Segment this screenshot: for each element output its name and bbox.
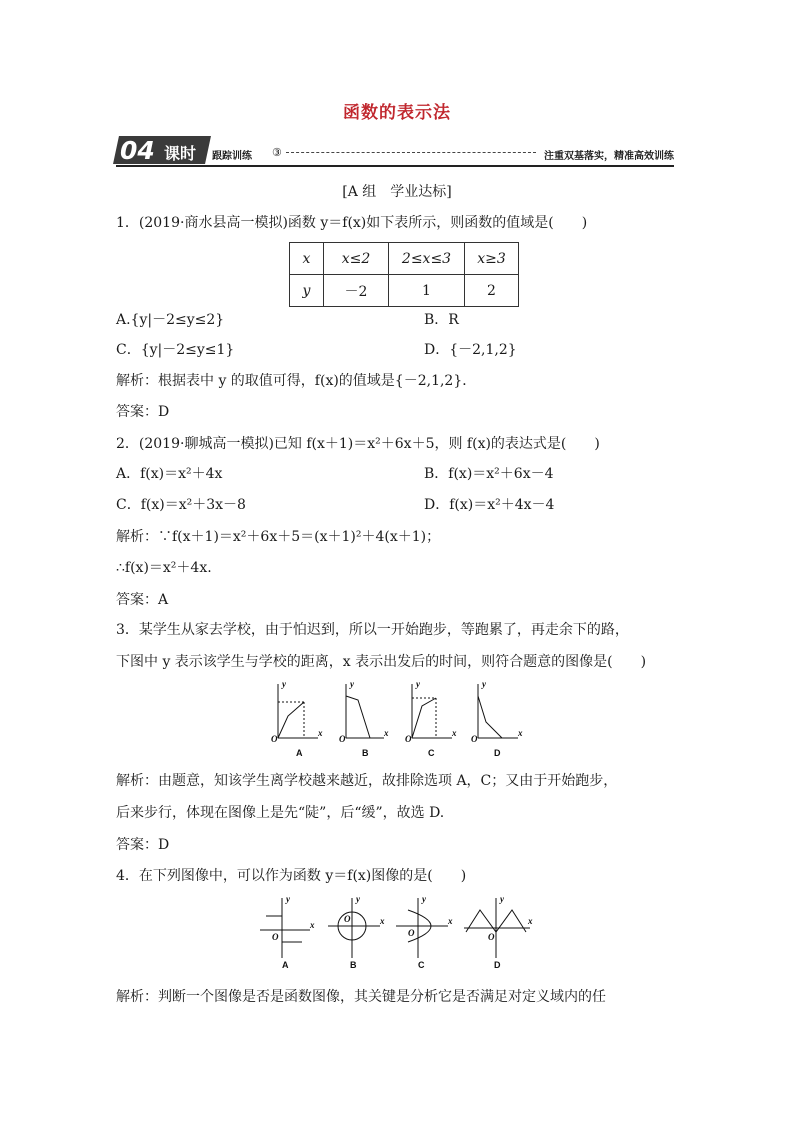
q1-answer: 答案：D (116, 404, 170, 420)
group-label: [A 组 学业达标] (342, 184, 452, 200)
q2-option-b: B．f(x)＝x²＋6x－4 (424, 466, 554, 482)
q3-graph-d (471, 679, 523, 758)
x-axis-label: x (310, 920, 315, 930)
q3-analysis-2: 后来步行，体现在图像上是先“陡”，后“缓”，故选 D. (116, 805, 445, 821)
q1-option-a: A.{y|－2≤y≤2} (116, 312, 225, 328)
y-axis-label: y (422, 894, 426, 904)
table-cell: x≤2 (324, 243, 389, 275)
x-axis-label: x (518, 728, 523, 738)
q4-stem: 4．在下列图像中，可以作为函数 y＝f(x)图像的是( ) (116, 868, 467, 884)
origin-label: O (488, 932, 495, 942)
q2-analysis-2: ∴f(x)＝x²＋4x. (116, 560, 212, 576)
graph-label-d: D (494, 748, 501, 758)
origin-label: O (471, 734, 478, 744)
q3-graph-a (271, 679, 323, 758)
x-axis-label: x (380, 916, 385, 926)
table-cell: 2 (465, 275, 519, 307)
x-axis-label: x (452, 728, 457, 738)
page-title: 函数的表示法 (343, 103, 451, 123)
q4-analysis: 解析：判断一个图像是否是函数图像，其关键是分析它是否满足对定义域内的任 (116, 989, 606, 1005)
y-axis-label: y (500, 894, 504, 904)
origin-label: O (344, 914, 351, 924)
header-dash-line (286, 152, 536, 153)
origin-label: O (272, 932, 279, 942)
q1-value-table (289, 242, 519, 307)
q4-graph-b (328, 894, 385, 970)
graph-label-a: A (282, 960, 289, 970)
q3-stem-2: 下图中 y 表示该学生与学校的距离，x 表示出发后的时间，则符合题意的图像是( ) (116, 654, 647, 670)
x-axis-label: x (318, 728, 323, 738)
x-axis-label: x (384, 728, 389, 738)
q4-graph-c (396, 894, 453, 970)
graph-label-b: B (350, 960, 357, 970)
header-subtitle: 跟踪训练 (212, 151, 252, 162)
table-cell: x≥3 (465, 243, 519, 275)
q2-option-c: C．f(x)＝x²＋3x－8 (116, 497, 246, 513)
graph-label-c: C (418, 960, 425, 970)
q3-stem-1: 3．某学生从家去学校，由于怕迟到，所以一开始跑步，等跑累了，再走余下的路， (116, 622, 629, 638)
y-axis-label: y (282, 679, 286, 689)
header-motto: 注重双基落实，精准高效训练 (544, 151, 674, 162)
origin-label: O (405, 734, 412, 744)
header-rule (116, 165, 674, 167)
y-axis-label: y (356, 894, 360, 904)
table-cell: y (290, 275, 324, 307)
table-row (290, 275, 519, 307)
graph-label-d: D (494, 960, 501, 970)
graph-label-a: A (296, 748, 303, 758)
lesson-header (116, 136, 674, 168)
q1-option-d: D．{－2,1,2} (424, 342, 517, 358)
q3-graph-c (405, 679, 457, 758)
origin-label: O (408, 928, 415, 938)
table-cell: －2 (324, 275, 389, 307)
table-cell: 1 (389, 275, 465, 307)
q3-graph-figure (266, 676, 528, 762)
graph-label-c: C (428, 748, 435, 758)
graph-label-b: B (362, 748, 369, 758)
q1-option-b: B．R (424, 312, 459, 328)
y-axis-label: y (350, 679, 354, 689)
q3-analysis-1: 解析：由题意，知该学生离学校越来越近，故排除选项 A，C；又由于开始跑步， (116, 773, 618, 789)
lesson-number: 04 (120, 136, 155, 165)
origin-label: O (271, 734, 278, 744)
lesson-word: 课时 (164, 144, 197, 163)
x-axis-label: x (528, 916, 533, 926)
y-axis-label: y (416, 679, 420, 689)
x-axis-label: x (448, 916, 453, 926)
table-cell: 2≤x≤3 (389, 243, 465, 275)
q2-stem: 2．(2019·聊城高一模拟)已知 f(x＋1)＝x²＋6x＋5，则 f(x)的表达式是( ) (116, 436, 600, 452)
table-cell: x (290, 243, 324, 275)
origin-label: O (339, 734, 346, 744)
q3-answer: 答案：D (116, 837, 170, 853)
y-axis-label: y (482, 679, 486, 689)
q3-graph-b (339, 679, 389, 758)
q1-stem: 1．(2019·商水县高一模拟)函数 y＝f(x)如下表所示，则函数的值域是( ) (116, 215, 588, 231)
q4-graph-a (260, 894, 315, 970)
y-axis-label: y (286, 894, 290, 904)
q4-graph-d (464, 894, 533, 970)
header-circle-number: ③ (272, 146, 282, 159)
q2-answer: 答案：A (116, 592, 169, 608)
q4-graph-figure (258, 892, 538, 972)
q2-option-a: A．f(x)＝x²＋4x (116, 466, 223, 482)
table-row (290, 243, 519, 275)
q2-option-d: D．f(x)＝x²＋4x－4 (424, 497, 555, 513)
q2-analysis-1: 解析：∵f(x＋1)＝x²＋6x＋5＝(x＋1)²＋4(x＋1)； (116, 529, 441, 545)
q1-option-c: C．{y|－2≤y≤1} (116, 342, 235, 358)
q1-analysis: 解析：根据表中 y 的取值可得，f(x)的值域是{－2,1,2}． (116, 373, 477, 389)
